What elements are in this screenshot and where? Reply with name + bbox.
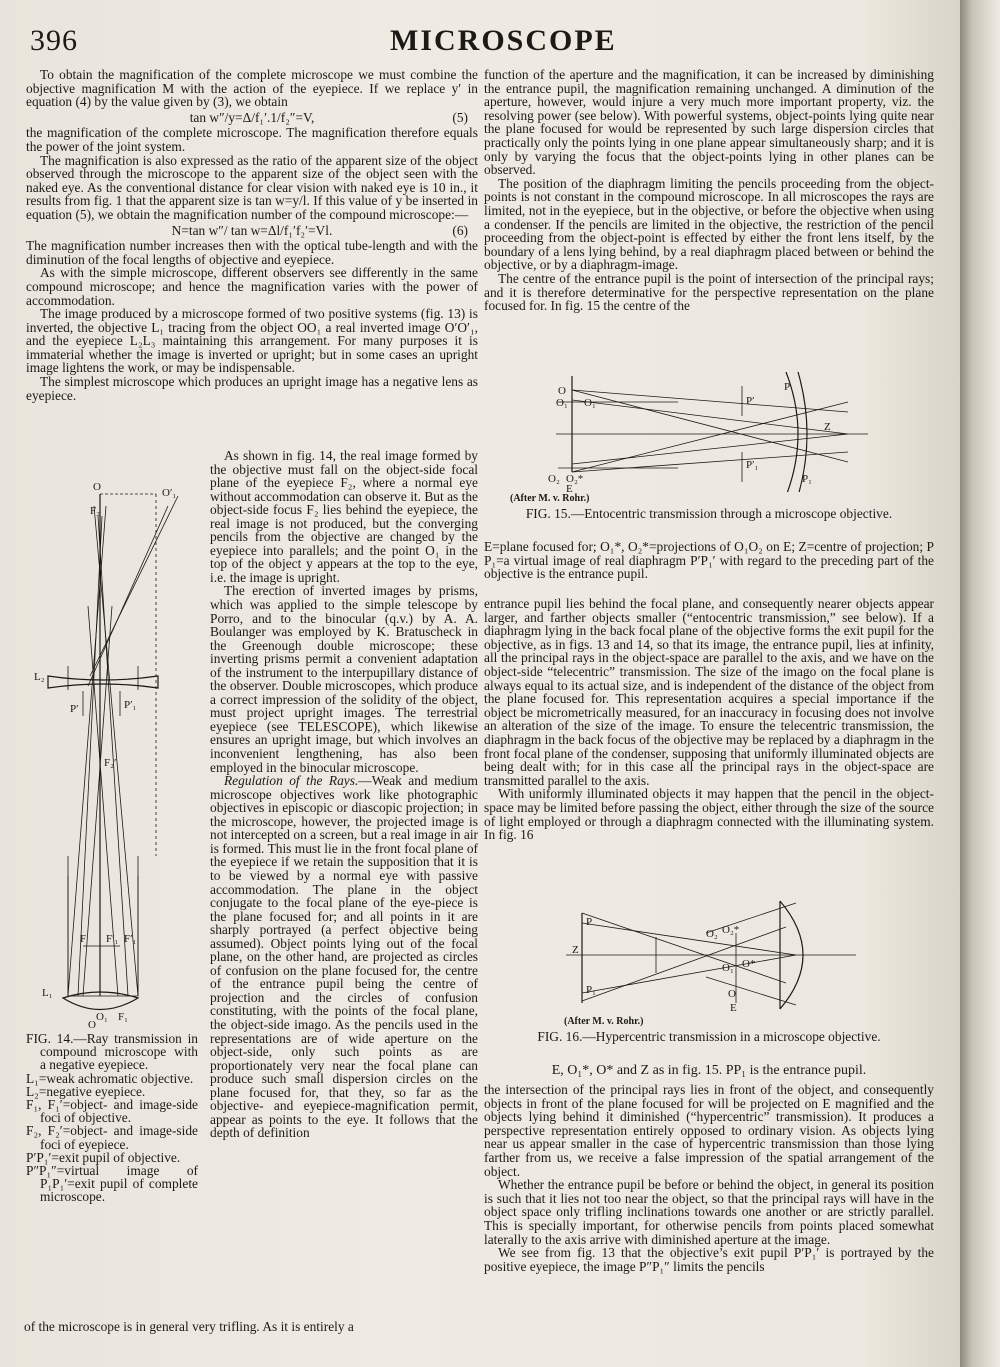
label-O1-bottom: O₁: [96, 1011, 108, 1023]
paragraph: The magnification is also expressed as the ratio of the apparent size of the object observed through the microscope to the apparent size of the object seen with the naked eye. As the conventional distance for clear vision with naked eye is 10 in., it results from fig. 1 that the apparent size is tan w=y/l. If this value of y be inserted in equation (5), we obtain the magnification number of the compound microscope:—: [26, 152, 478, 222]
label-O: O: [728, 988, 736, 1000]
equation-text: tan w″/y=Δ/f₁′.1/f₂″=V,: [189, 109, 315, 125]
label-Z: Z: [824, 421, 831, 433]
label-F1: F₁: [118, 1011, 128, 1023]
equation-number: (5): [452, 109, 468, 125]
label-L1: L₁: [42, 987, 53, 999]
figure-16-drawing: [556, 893, 866, 1013]
caption-title: FIG. 14.—Ray transmission in compound microscope with a negative eyepiece.: [26, 1031, 198, 1073]
paragraph: To obtain the magnification of the complete microscope we must combine the objective magnification M with the action of the eyepiece. If we replace y′ in equation (4) by the value given by (3), we obtain: [26, 67, 478, 110]
figure-15-title: [484, 507, 934, 521]
label-O-star: O*: [742, 958, 756, 970]
legend-text: E, O₁*, O* and Z as in fig. 15. PP₁ is the entrance pupil.: [551, 1063, 867, 1078]
legend-item: F₁, F₁′=object- and image-side foci of objective.: [26, 1097, 198, 1126]
caption-title: FIG. 16.—Hypercentric transmission in a microscope objective.: [537, 1029, 881, 1044]
paragraph: The magnification number increases then with the optical tube-length and with the diminution of the focal lengths of objective and eyepiece.: [26, 238, 478, 267]
label-Pprime: P′: [70, 703, 79, 715]
label-F1prime-2: F′₁: [124, 933, 137, 945]
legend-item: F₂, F₂′=object- and image-side foci of eyepiece.: [26, 1123, 198, 1152]
label-O2: O₂: [548, 473, 560, 485]
paragraph: Whether the entrance pupil be before or behind the object, in general its position is such that it lies not too near the object, so that the principal rays will have in the object space only trifling inclinations towards one another or are strictly parallel. This is specially important, for otherwise pencils from points placed somewhat laterally to the axis arrive with diminished aperture at the image.: [484, 1177, 934, 1247]
running-head: MICROSCOPE: [390, 24, 617, 57]
label-Pprime: P′: [746, 395, 755, 407]
figure-15-caption: [484, 492, 934, 506]
paragraph: As shown in fig. 14, the real image formed by the objective must fall on the object-side focal plane of the eyepiece F₂, where a normal eye without accommodation can observe it. But as the object-side focus F₂ lies behind the eyepiece, the real image is not produced, but the converging pencils from the objective are changed by the eyepiece into parallels; and the point O₁ in the top of the object y appears at the top to the eye, i.e. the image is upright.: [210, 448, 478, 585]
paragraph: The centre of the entrance pupil is the point of intersection of the principal rays; and it is therefore determinative for the perspective representation on the plane focused for. In fig. 15 the centre of the: [484, 270, 934, 314]
figure-16-credit: [484, 1015, 934, 1029]
label-P1prime: P′₁: [124, 699, 137, 711]
equation-5: [26, 111, 478, 125]
right-column-bottom: [484, 1083, 934, 1273]
paragraph: the intersection of the principal rays lies in front of the object, and consequently objects in front of the plane focused for will be projected on E magnified and the objects lying behind it diminished (“hypercentric” transmission). It produces a perspective representation entirely opposed to ordinary vision. As objects lying near us appear smaller in the case of hypercentric transmission than those lying farther from us, we receive a false impression of the spatial arrangement of the object.: [484, 1082, 934, 1179]
figure-14-caption: [26, 1032, 198, 1204]
label-O1: O₁: [556, 397, 568, 409]
right-column-middle: [484, 597, 934, 842]
paragraph: With uniformly illuminated objects it may happen that the pencil in the object-space may be limited before passing the object, either through the size of the source of light employed or through a diaphragm connected with the illuminating system. In fig. 16: [484, 786, 934, 843]
legend-item: L₁=weak achromatic objective.: [26, 1070, 194, 1086]
label-O1-star: O₁: [584, 397, 596, 409]
label-O: O: [93, 481, 101, 493]
legend-item: P″P₁″=virtual image of P₁P₁′=exit pupil of complete microscope.: [26, 1163, 198, 1205]
paragraph: entrance pupil lies behind the focal plane, and consequently nearer objects appear larger, and farther objects smaller (“entocentric transmission,” see below). If a diaphragm lying in the back focal plane of the objective forms the exit pupil for the objective, as in figs. 13 and 14, so that its image, the entrance pupil, lies at infinity, all the principal rays in the object-space are parallel to the axis, and we have on the object-side “telecentric” transmission. The size of the imago on the focal plane is always equal to its actual size, and is independent of the distance of the object from the plane focused for. This representation acquires a special importance if the object be micrometrically measured, for an inaccuracy in focusing does not involve an alteration of the size of the image. To ensure the telecentric transmission, the diaphragm in the back focus of the objective may be replaced by a diaphragm in the front focal plane of the condenser, supposing that uniformly illuminated objects are being dealt with; for in this case all the principal rays in the object-space are transmitted parallel to the axis.: [484, 596, 934, 788]
label-P1: P₁: [586, 984, 596, 996]
section-title: Regulation of the Rays.: [224, 773, 359, 789]
figure-14: [28, 476, 208, 1031]
label-O2-star: O₂*: [566, 473, 584, 485]
paragraph: As with the simple microscope, different observers see differently in the same compound microscope; and hence the magnification varies with the power of accommodation.: [26, 265, 478, 308]
page-edge: [960, 0, 1000, 1367]
paragraph: The position of the diaphragm limiting the pencils proceeding from the object-points is not constant in the compound microscope. In all microscopes the rays are limited, not in the eyepiece, but in the objective, or before the objective when using a condenser. If the pencils are limited in the objective, the restriction of the pencil proceeding from the object-point is effected by either the front lens itself, by the boundary of a lens lying behind, by a real diaphragm placed between or behind the objective, or by a diaphragm-image.: [484, 175, 934, 273]
figure-16-caption: [484, 1030, 934, 1044]
label-O: O: [558, 385, 566, 397]
label-P: P: [784, 381, 791, 393]
equation-number: (6): [452, 222, 468, 238]
paragraph: We see from fig. 13 that the objective’s exit pupil P′P₁′ is portrayed by the positive eyepiece, the image P″P₁″ limits the pencils: [484, 1245, 934, 1274]
paragraph: The erection of inverted images by prisms, which was applied to the simple telescope by Porro, and to the binocular (q.v.) by A. A. Boulanger was employed by K. Bratuscheck in the Greenough double microscope; these inverting prisms permit a convenient adaptation of the instrument to the interpupillary distance of the observer. Double microscopes, which produce a correct impression of the solidity of the object, must project upright images. The terrestrial eyepiece (see TELESCOPE), which likewise ensures an upright image, but which involves an inconvenient lengthening, has also been employed in the binocular microscope.: [210, 583, 478, 775]
figure-15: [548, 372, 878, 492]
paragraph: [210, 774, 478, 1140]
paragraph: the magnification of the complete microscope. The magnification therefore equals the power of the joint system.: [26, 125, 478, 154]
label-Z: Z: [572, 944, 579, 956]
paragraph: The simplest microscope which produces an upright image has a negative lens as eyepiece.: [26, 374, 478, 403]
label-F1prime: F′₁: [106, 933, 119, 945]
label-P1prime: P′₁: [746, 459, 759, 471]
label-F2prime: F₂′: [104, 757, 117, 769]
figure-16-legend: [484, 1064, 934, 1078]
page-number: 396: [30, 24, 78, 57]
figure-credit: (After M. v. Rohr.): [510, 493, 590, 504]
figure-16: [556, 893, 866, 1013]
right-column-top: [484, 68, 934, 313]
label-O2: O₂: [706, 928, 718, 940]
label-E: E: [730, 1002, 737, 1013]
figure-15-drawing: [548, 372, 878, 492]
equation-text: N=tan w″/ tan w=Δl/f₁′f₂′=Vl.: [171, 222, 333, 238]
label-L2: L₂: [34, 671, 45, 683]
label-E: E: [566, 483, 573, 492]
label-F2: F₂: [90, 505, 100, 517]
label-O1: O₁: [722, 962, 734, 974]
legend-text: E=plane focused for; O₁*, O₂*=projections of O₁O₂ on E; Z=centre of projection; P P₁=a virtual image of real diaphragm P′P₁′ with regard to the preceding part of the objective is the entrance pupil.: [484, 539, 934, 582]
figure-14-drawing: [28, 476, 208, 1031]
paragraph: of the microscope is in general very trifling. As it is entirely a: [24, 1319, 354, 1334]
figure-credit: (After M. v. Rohr.): [564, 1016, 644, 1027]
legend-item: L₂=negative eyepiece.: [26, 1083, 146, 1099]
legend-item: P′P₁′=exit pupil of objective.: [26, 1149, 181, 1165]
left-column-bottom: [24, 1320, 479, 1334]
left-column-narrow: [210, 449, 478, 1140]
label-O-bottom: O: [88, 1019, 96, 1031]
section-text: —Weak and medium microscope objectives work like photographic objectives in episcopic or diascopic projection; in the microscope, however, the projected image is not intercepted on a screen, but a real image in air is formed. This must lie in the front focal plane of the eyepiece if we retain the supposition that it is to be viewed by a normal eye with passive accommodation. The plane in the object conjugate to the focal plane of the eye-piece is the plane focused for; and all points in it are sharply portrayed (a perfect objective being assumed). Object points lying out of the focal plane, on the other hand, are projected as circles of confusion on the plane focused for, the centre of the entrance pupil being the centre of projection and the circles of confusion constituting, with the points of the focal plane, the object-side imago. As the pencils used in the representations are of wide aperture on the object-side, only such points as are proportionately very near the focal plane can produce such small dispersion circles on the plane focused for, that they, so far as the objective- and eyepiece-magnification permit, appear as points to the eye. It follows that the depth of definition: [210, 773, 478, 1141]
paragraph: function of the aperture and the magnification, it can be increased by diminishing the entrance pupil, the magnification remaining unchanged. A diminution of the aperture, however, would injure a very much more important property, viz. the resolving power (see below). With powerful systems, object-points lying quite near the plane focused for would be represented by such large dispersion circles that practically only the points lying in one plane appear simultaneously sharp; and it is only by varying the focus that the object-points lying in other planes can be observed.: [484, 67, 934, 178]
equation-6: [26, 224, 478, 238]
left-column-top: [26, 68, 478, 402]
caption-title: FIG. 15.—Entocentric transmission through a microscope objective.: [525, 506, 893, 521]
label-O2-star: O₂*: [722, 924, 740, 936]
figure-15-legend: [484, 540, 934, 581]
label-P: P: [586, 916, 593, 928]
label-P1: P₁: [802, 473, 812, 485]
label-O1: O′₁: [162, 487, 177, 499]
paragraph: The image produced by a microscope formed of two positive systems (fig. 13) is inverted, the objective L₁ tracing from the object OO₁ a real inverted image O′O′₁, and the eyepiece L₂L₃ maintaining this arrangement. For many purposes it is immaterial whether the image is inverted or upright; but in some cases an upright image lightens the work, or may be indispensable.: [26, 306, 478, 376]
label-F: F: [80, 933, 87, 945]
